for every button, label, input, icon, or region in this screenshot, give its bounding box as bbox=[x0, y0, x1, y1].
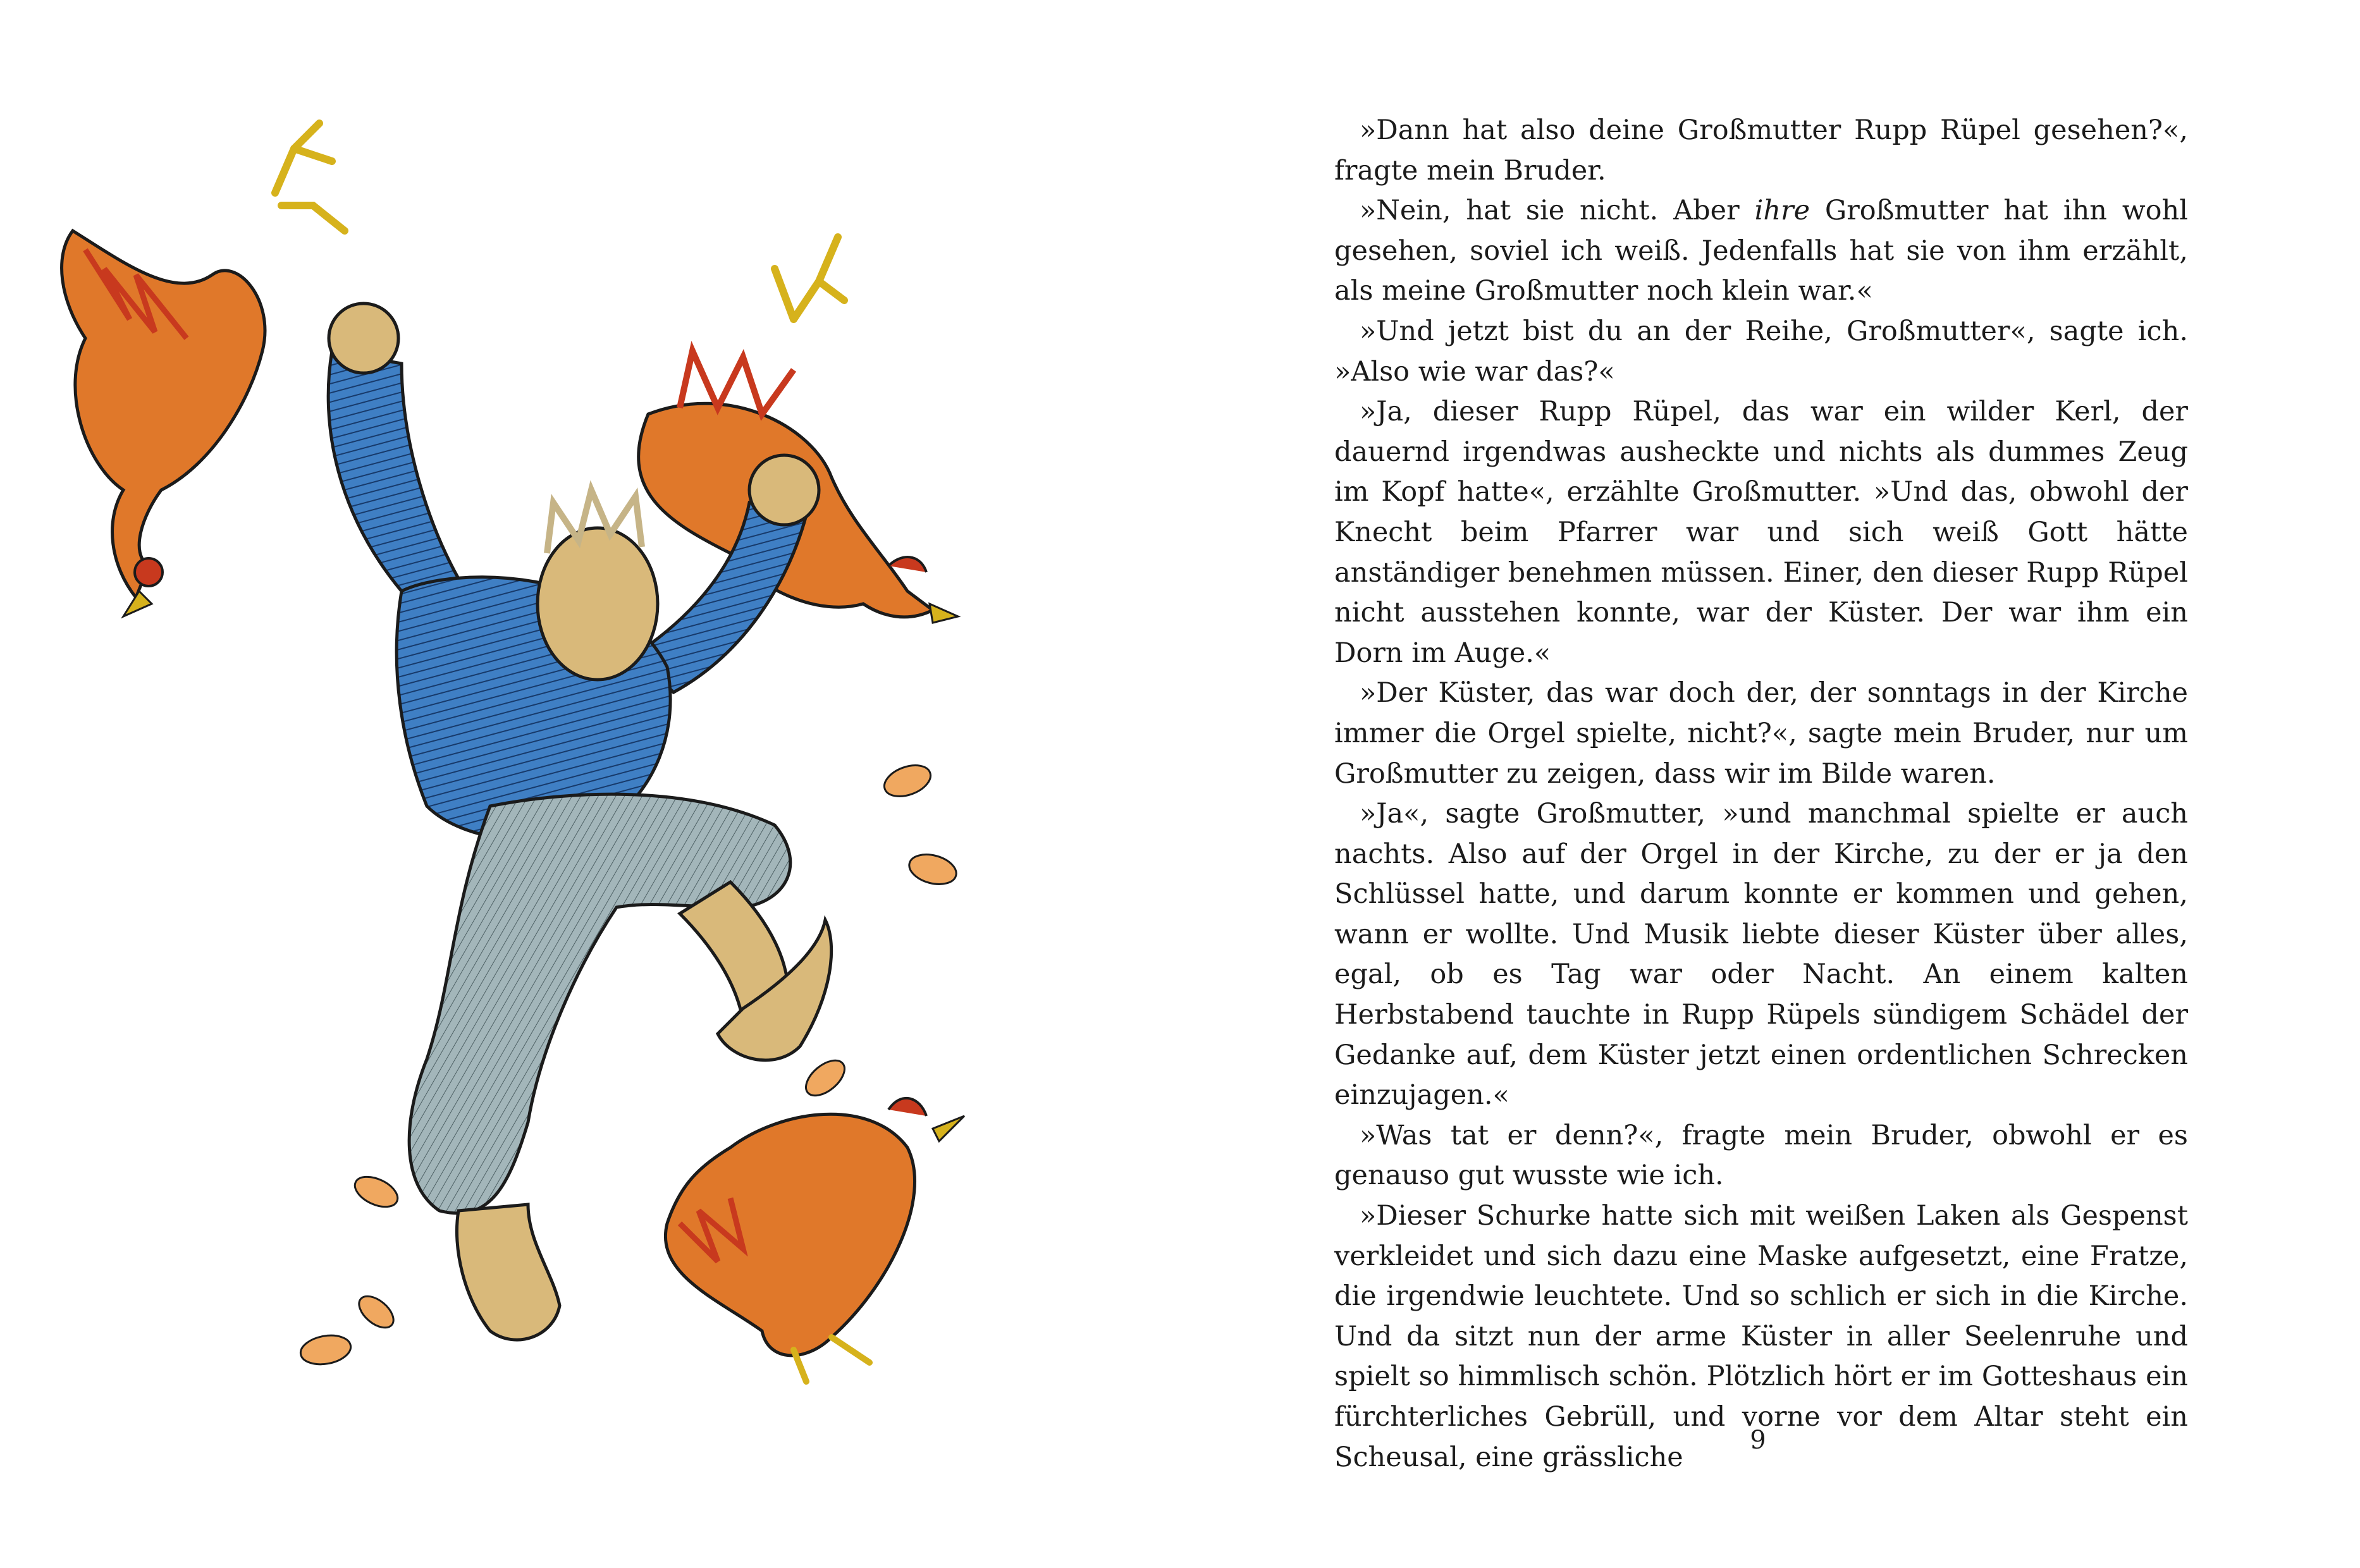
rooster-right bbox=[639, 237, 958, 623]
paragraph-with-emphasis bbox=[1334, 191, 2188, 312]
paragraph: »Ja, dieser Rupp Rüpel, das war ein wilder Kerl, der dauernd irgendwas ausheckte und nichts als dummes Zeug im Kopf hatte«, erzählte Großmutter. »Und das, obwohl der Knecht beim Pfarrer war und sich weiß Gott hätte anständiger benehmen müssen. Einer, den dieser Rupp Rüpel nicht ausstehen konnte, war der Küster. Der war ihm ein Dorn im Auge.« bbox=[1334, 396, 2188, 669]
emphasis-word: ihre bbox=[1754, 195, 1810, 227]
paragraph: »Ja«, sagte Großmutter, »und manchmal spielte er auch nachts. Also auf der Orgel in der Kirche, zu der er ja den Schlüssel hatte, und darum konnte er kommen und gehen, wann er wollte. Und Musik liebte dieser Küster über alles, egal, ob es Tag war oder Nacht. An einem kalten Herbstabend tauchte in Rupp Rüpels sündigem Schädel der Gedanke auf, dem Küster jetzt einen ordentlichen Schrecken einzujagen.« bbox=[1334, 798, 2188, 1112]
rooster-bottom bbox=[665, 1098, 964, 1381]
page-text bbox=[1334, 111, 2188, 1478]
paragraph: »Der Küster, das war doch der, der sonntags in der Kirche immer die Orgel spielte, nicht?«, sagte mein Bruder, nur um Großmutter zu zeigen, dass wir im Bilde waren. bbox=[1334, 677, 2188, 790]
illustration bbox=[47, 111, 1186, 1394]
rooster-left bbox=[62, 123, 345, 616]
man-with-roosters-illustration bbox=[47, 111, 1186, 1394]
paragraph-text: »Nein, hat sie nicht. Aber bbox=[1360, 195, 1755, 227]
paragraph-text: Großmutter hat ihn wohl gesehen, soviel ich weiß. Jedenfalls hat sie von ihm erzählt, als meine Großmutter noch klein war.« bbox=[1334, 195, 2188, 307]
paragraph: »Was tat er denn?«, fragte mein Bruder, obwohl er es genauso gut wusste wie ich. bbox=[1334, 1119, 2188, 1192]
paragraph: »Dieser Schurke hatte sich mit weißen Laken als Gespenst verkleidet und sich dazu eine Maske aufgesetzt, eine Fratze, die irgendwie leuchtete. Und so schlich er sich in die Kirche. Und da sitzt nun der arme Küster in aller Seelenruhe und spielt so himmlisch schön. Plötzlich hört er im Gotteshaus ein fürchterliches Gebrüll, und vorne vor dem Altar steht ein Scheusal, eine grässliche bbox=[1334, 1200, 2188, 1473]
paragraph: »Und jetzt bist du an der Reihe, Großmutter«, sagte ich. »Also wie war das?« bbox=[1334, 315, 2188, 388]
paragraph: »Dann hat also deine Großmutter Rupp Rüpel gesehen?«, fragte mein Bruder. bbox=[1334, 114, 2188, 187]
page-number: 9 bbox=[1750, 1426, 1766, 1455]
